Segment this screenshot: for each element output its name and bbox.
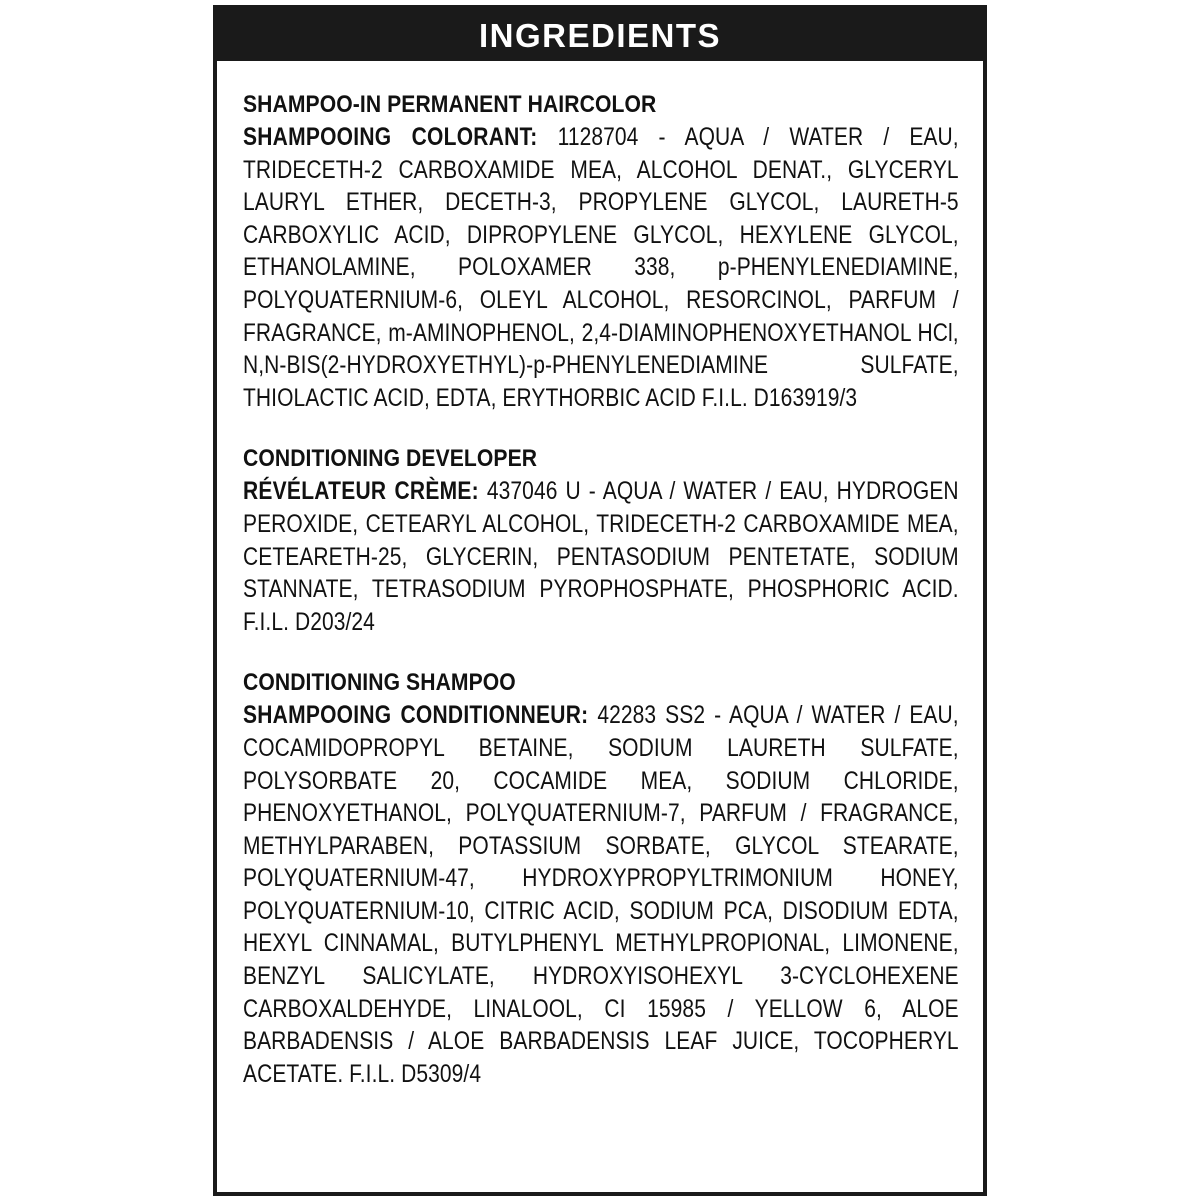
section-title: SHAMPOO-IN PERMANENT HAIRCOLOR [243, 91, 657, 118]
section-label: RÉVÉLATEUR CRÈME: [243, 477, 479, 506]
section-haircolor [243, 89, 959, 414]
section-title: CONDITIONING DEVELOPER [243, 445, 538, 473]
section-body [243, 699, 959, 1090]
section-label: SHAMPOOING CONDITIONNEUR: [243, 701, 589, 730]
ingredients-panel [213, 5, 987, 1196]
section-developer [243, 443, 959, 638]
section-body [243, 121, 959, 414]
section-shampoo [243, 667, 959, 1090]
section-body [243, 475, 959, 638]
ingredients-content [243, 89, 959, 1119]
section-ingredients: 437046 U - AQUA / WATER / EAU, HYDROGEN PEROXIDE, CETEARYL ALCOHOL, TRIDECETH-2 CARBOXAMIDE MEA, CETEARETH-25, GLYCERIN, PENTASODIUM PENTETATE, SODIUM STANNATE, TETRASODIUM PYROPHOSPHATE, PHOSPHORIC ACID. F.I.L. D203/24 [243, 477, 959, 636]
section-title: CONDITIONING SHAMPOO [243, 669, 516, 697]
section-label: SHAMPOOING COLORANT: [243, 123, 538, 151]
section-ingredients: 42283 SS2 - AQUA / WATER / EAU, COCAMIDOPROPYL BETAINE, SODIUM LAURETH SULFATE, POLYSORBATE 20, COCAMIDE MEA, SODIUM CHLORIDE, PHENOXYETHANOL, POLYQUATERNIUM-7, PARFUM / FRAGRANCE, METHYLPARABEN, POTASSIUM SORBATE, GLYCOL STEARATE, POLYQUATERNIUM-47, HYDROXYPROPYLTRIMONIUM HONEY, POLYQUATERNIUM-10, CITRIC ACID, SODIUM PCA, DISODIUM EDTA, HEXYL CINNAMAL, BUTYLPHENYL METHYLPROPIONAL, LIMONENE, BENZYL SALICYLATE, HYDROXYISOHEXYL 3-CYCLOHEXENE CARBOXALDEHYDE, LINALOOL, CI 15985 / YELLOW 6, ALOE BARBADENSIS / ALOE BARBADENSIS LEAF JUICE, TOCOPHERYL ACETATE. F.I.L. D5309/4 [243, 701, 959, 1088]
ingredients-header: INGREDIENTS [217, 9, 983, 61]
section-ingredients: 1128704 - AQUA / WATER / EAU, TRIDECETH-2 CARBOXAMIDE MEA, ALCOHOL DENAT., GLYCERYL LAURYL ETHER, DECETH-3, PROPYLENE GLYCOL, LAURETH-5 CARBOXYLIC ACID, DIPROPYLENE GLYCOL, HEXYLENE GLYCOL, ETHANOLAMINE, POLOXAMER 338, p-PHENYLENEDIAMINE, POLYQUATERNIUM-6, OLEYL ALCOHOL, RESORCINOL, PARFUM / FRAGRANCE, m-AMINOPHENOL, 2,4-DIAMINOPHENOXYETHANOL HCl, N,N-BIS(2-HYDROXYETHYL)-p-PHENYLENEDIAMINE SULFATE, THIOLACTIC ACID, EDTA, ERYTHORBIC ACID F.I.L. D163919/3 [243, 123, 959, 412]
